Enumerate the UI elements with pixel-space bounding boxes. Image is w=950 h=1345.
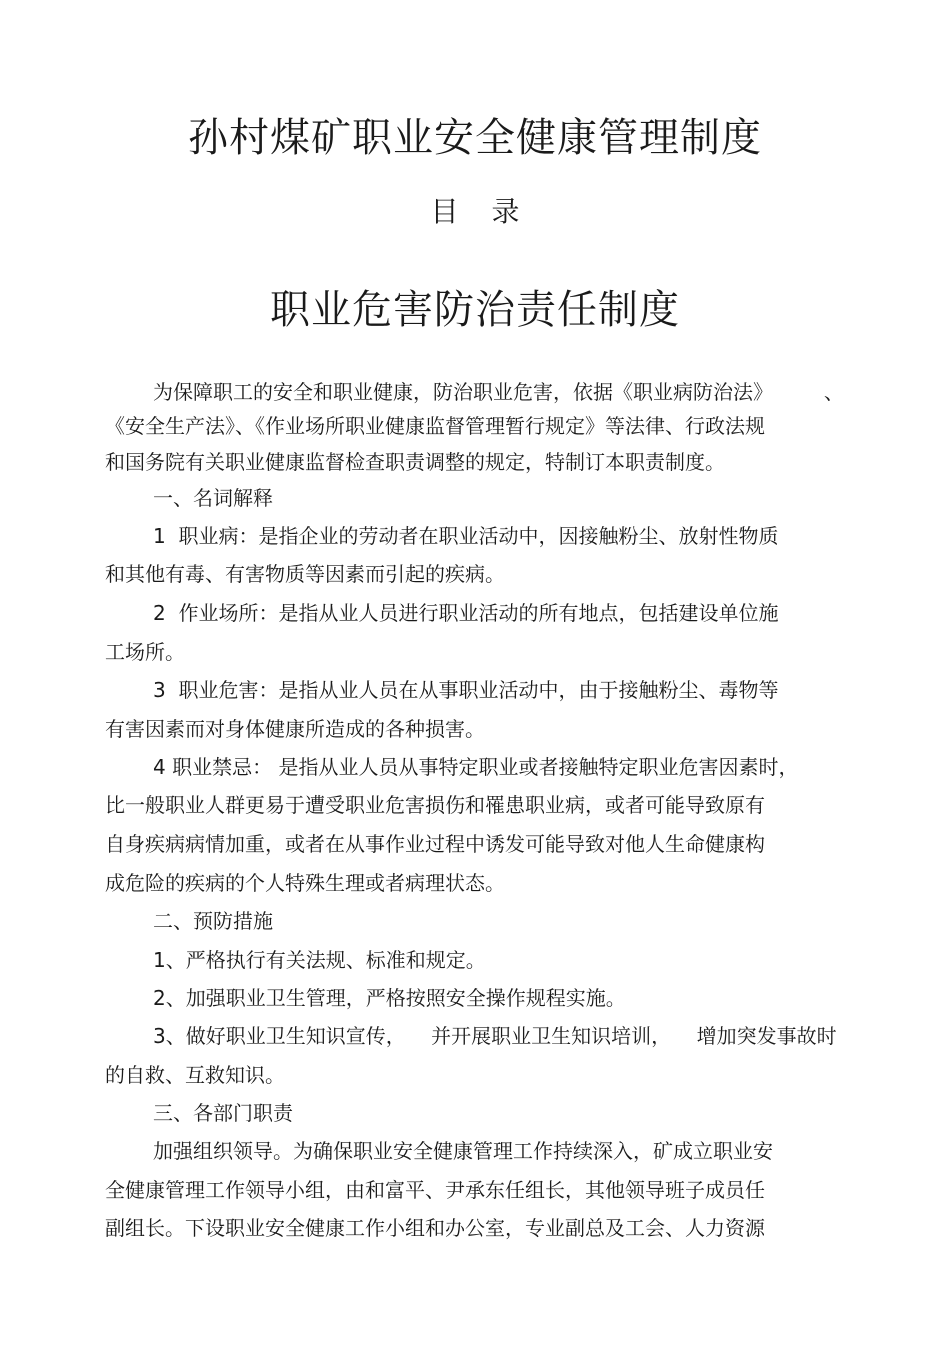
- paragraph-line: 和国务院有关职业健康监督检查职责调整的规定，特制订本职责制度。: [105, 450, 725, 474]
- paragraph-line: 加强组织领导。为确保职业安全健康管理工作持续深入，矿成立职业安: [153, 1139, 773, 1163]
- paragraph-line: 和其他有毒、有害物质等因素而引起的疾病。: [105, 562, 505, 586]
- paragraph-line: 1 职业病：是指企业的劳动者在职业活动中，因接触粉尘、放射性物质: [153, 524, 779, 548]
- document-title: 孙村煤矿职业安全健康管理制度: [188, 115, 762, 161]
- paragraph-line: 副组长。下设职业安全健康工作小组和办公室，专业副总及工会、人力资源: [105, 1216, 765, 1240]
- paragraph-line: 有害因素而对身体健康所造成的各种损害。: [105, 717, 485, 741]
- paragraph-line: 《安全生产法》、《作业场所职业健康监督管理暂行规定》等法律、行政法规: [105, 414, 765, 438]
- paragraph-line: 成危险的疾病的个人特殊生理或者病理状态。: [105, 871, 505, 895]
- paragraph-line: 1、严格执行有关法规、标准和规定。: [153, 948, 486, 972]
- paragraph-line: 的自救、互救知识。: [105, 1063, 285, 1087]
- paragraph-line: 2 作业场所：是指从业人员进行职业活动的所有地点，包括建设单位施: [153, 601, 779, 625]
- paragraph-line: 3、做好职业卫生知识宣传， 并开展职业卫生知识培训， 增加突发事故时: [153, 1024, 837, 1048]
- toc-heading: 目 录: [430, 195, 520, 228]
- subheading-line: 三、各部门职责: [153, 1101, 293, 1125]
- subheading-line: 一、名词解释: [153, 486, 273, 510]
- paragraph-line: 2、加强职业卫生管理，严格按照安全操作规程实施。: [153, 986, 626, 1010]
- paragraph-line: 为保障职工的安全和职业健康，防治职业危害，依据《职业病防治法》 、: [153, 380, 844, 404]
- subheading-line: 二、预防措施: [153, 909, 273, 933]
- paragraph-line: 比一般职业人群更易于遭受职业危害损伤和罹患职业病，或者可能导致原有: [105, 793, 765, 817]
- paragraph-line: 自身疾病病情加重，或者在从事作业过程中诱发可能导致对他人生命健康构: [105, 832, 765, 856]
- paragraph-line: 全健康管理工作领导小组，由和富平、尹承东任组长，其他领导班子成员任: [105, 1178, 765, 1202]
- paragraph-line: 3 职业危害：是指从业人员在从事职业活动中，由于接触粉尘、毒物等: [153, 678, 779, 702]
- paragraph-line: 工场所。: [105, 640, 185, 664]
- paragraph-line: 4 职业禁忌： 是指从业人员从事特定职业或者接触特定职业危害因素时，: [153, 755, 799, 779]
- section-title: 职业危害防治责任制度: [270, 287, 680, 333]
